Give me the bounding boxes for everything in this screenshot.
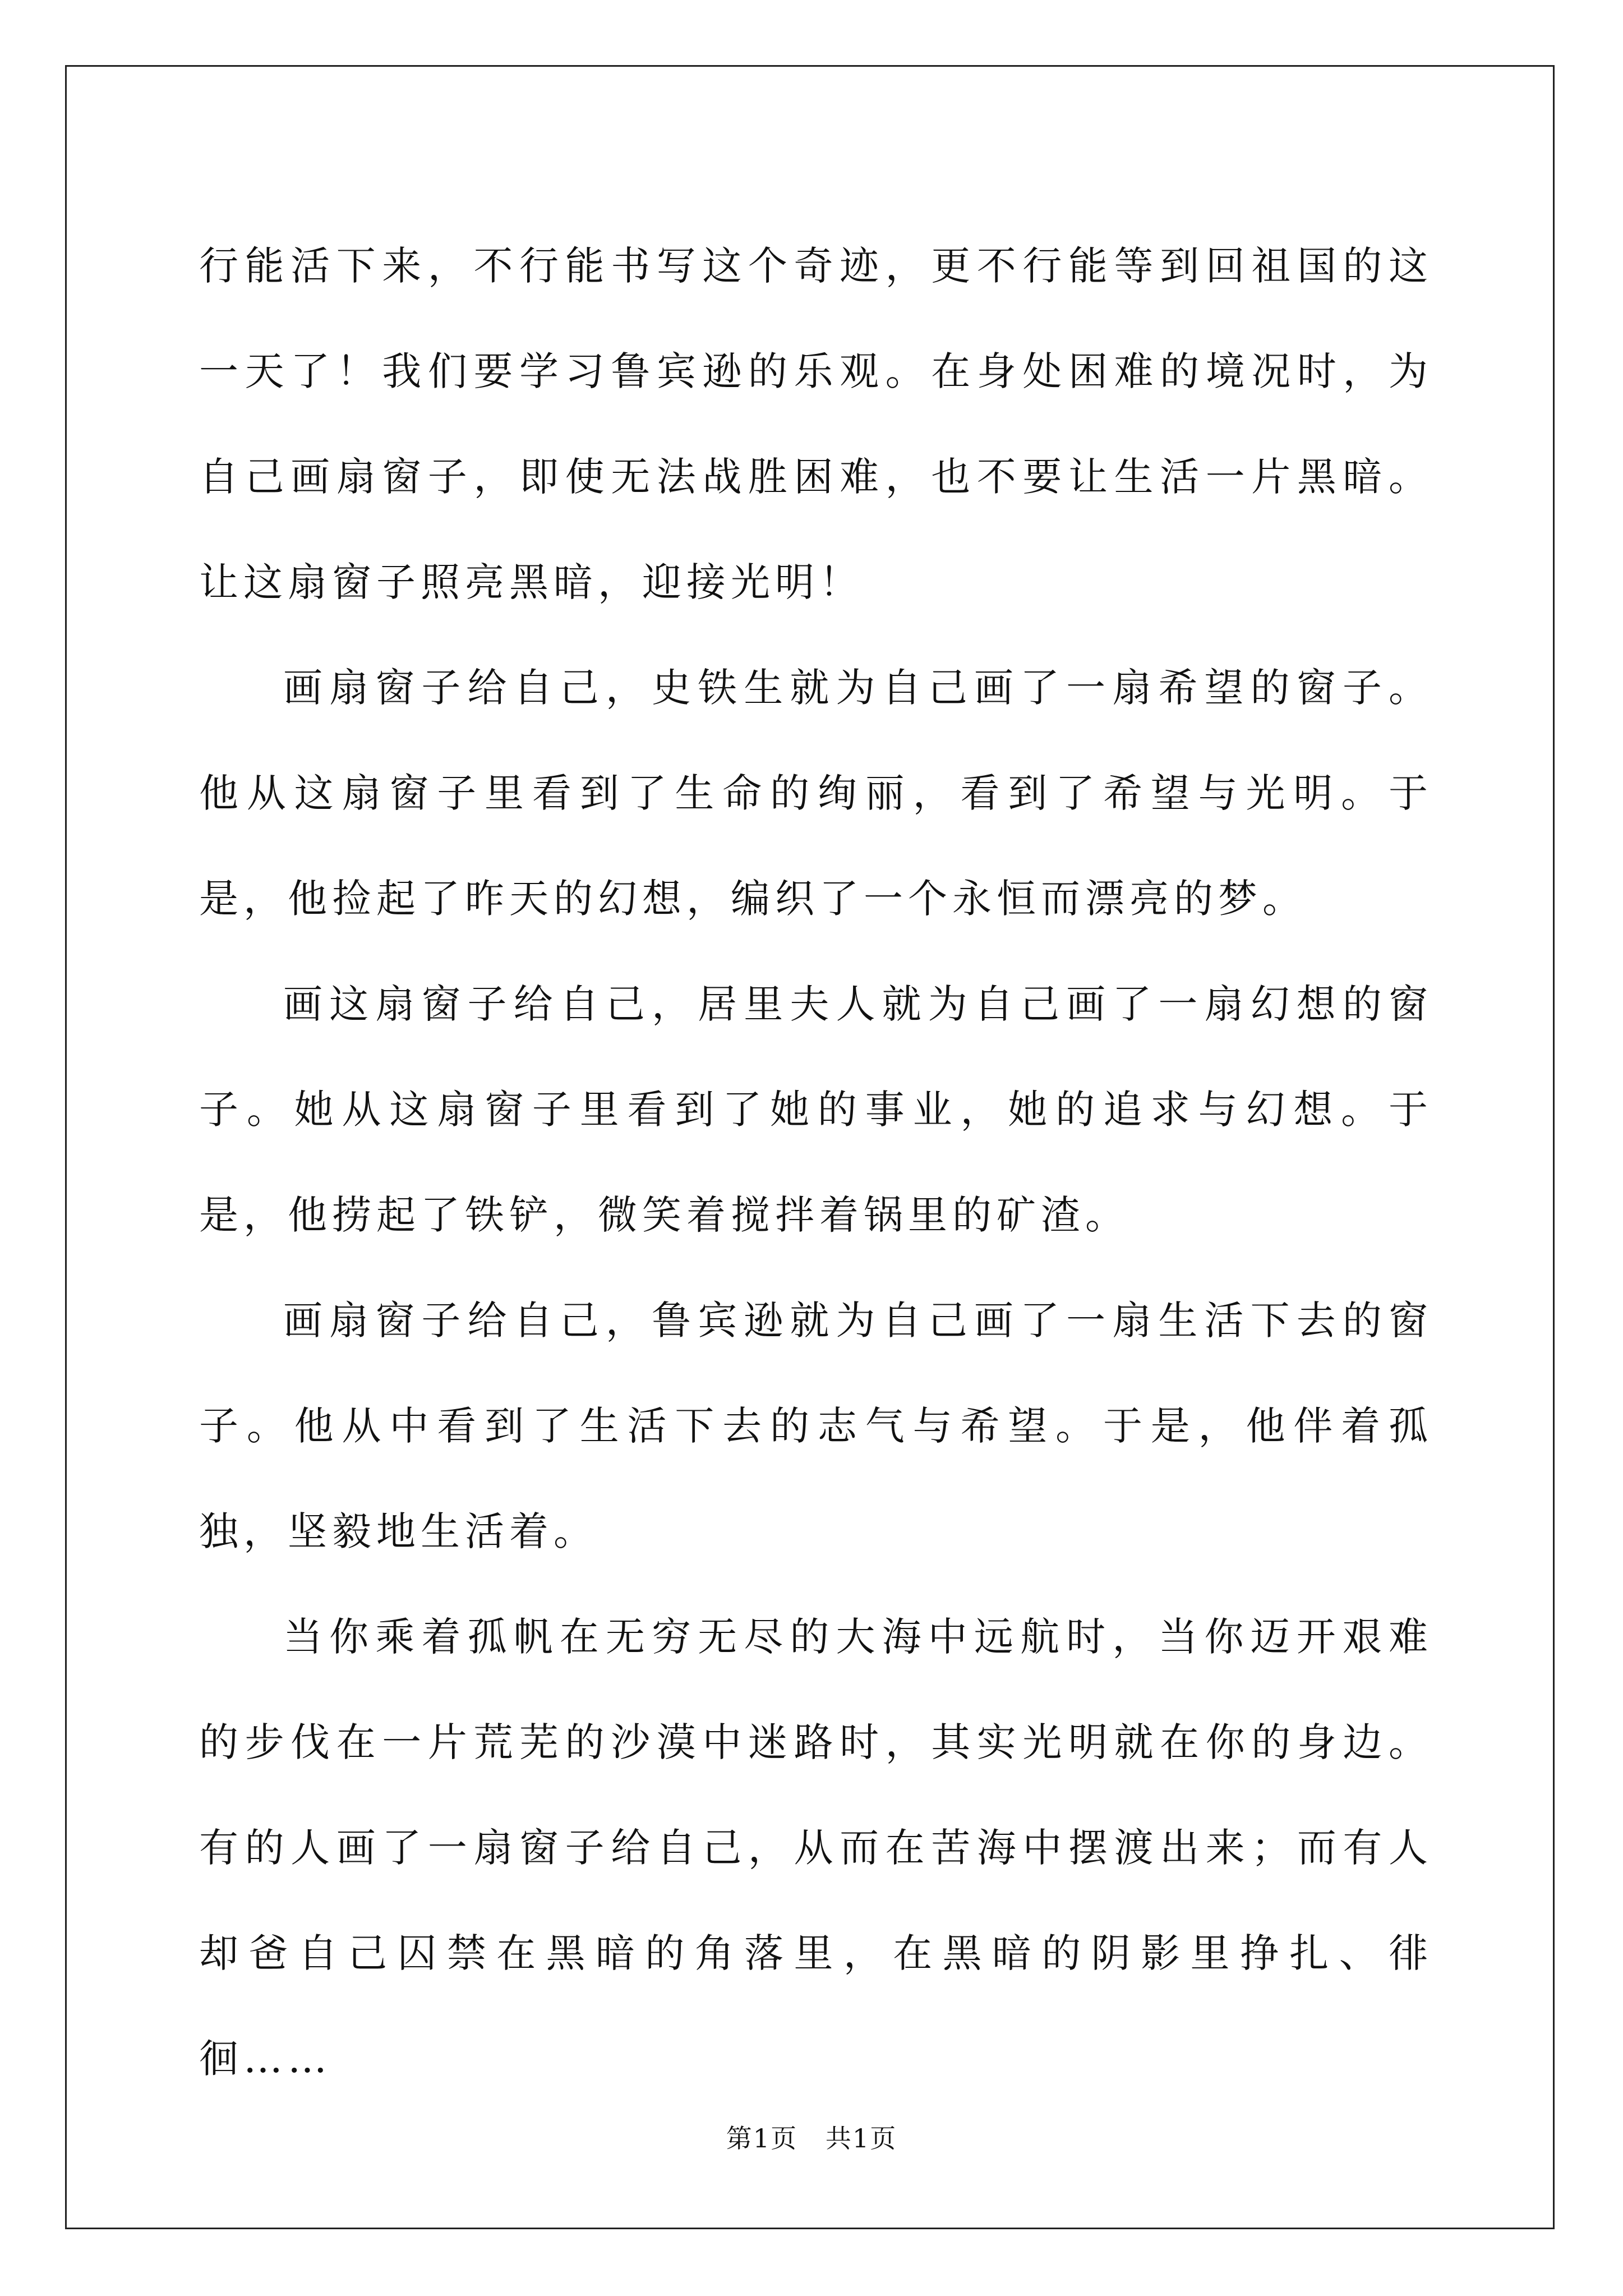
paragraph-4: 画扇窗子给自己，鲁宾逊就为自己画了一扇生活下去的窗子。他从中看到了生活下去的志气与希望。于是，他伴着孤独，坚毅地生活着。 <box>199 1297 1433 1554</box>
paragraph-1: 行能活下来，不行能书写这个奇迹，更不行能等到回祖国的这一天了！我们要学习鲁宾逊的乐观。在身处困难的境况时，为自己画扇窗子，即使无法战胜困难，也不要让生活一片黑暗。让这扇窗子照亮黑暗，迎接光明！ <box>199 243 1433 605</box>
document-body <box>199 213 1433 2111</box>
paragraph-2: 画扇窗子给自己，史铁生就为自己画了一扇希望的窗子。他从这扇窗子里看到了生命的绚丽，看到了希望与光明。于是，他捡起了昨天的幻想，编织了一个永恒而漂亮的梦。 <box>199 665 1433 922</box>
paragraph-3: 画这扇窗子给自己，居里夫人就为自己画了一扇幻想的窗子。她从这扇窗子里看到了她的事业，她的追求与幻想。于是，他捞起了铁铲，微笑着搅拌着锅里的矿渣。 <box>199 981 1433 1238</box>
paragraph-5: 当你乘着孤帆在无穷无尽的大海中远航时，当你迈开艰难的步伐在一片荒芜的沙漠中迷路时，其实光明就在你的身边。有的人画了一扇窗子给自己，从而在苦海中摆渡出来；而有人却爸自己囚禁在黑暗的角落里，在黑暗的阴影里挣扎、徘徊…… <box>199 1614 1433 2082</box>
page-number-footer: 第1页 共1页 <box>726 2123 897 2154</box>
